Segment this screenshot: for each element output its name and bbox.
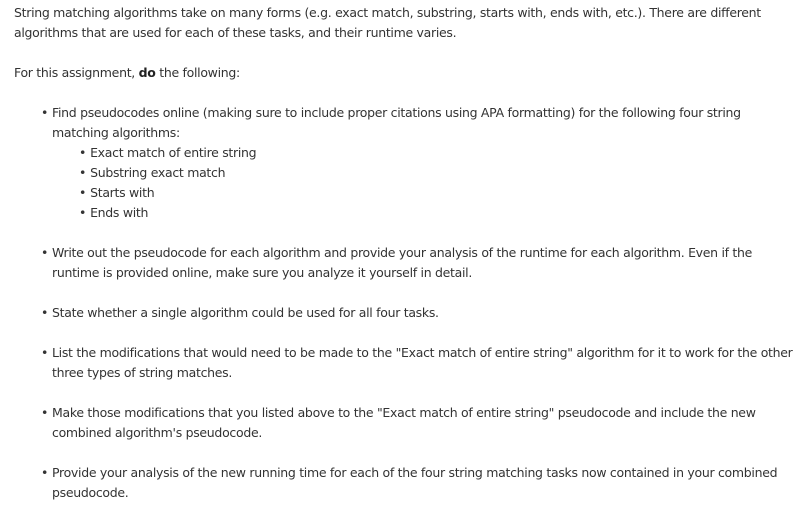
- task-text: Write out the pseudocode for each algorithm and provide your analysis of the runtime for each algorithm. Even if the runtime is provided online, make sure you analyze it yourself in detail.: [52, 245, 753, 280]
- task-list-item: [41, 403, 799, 443]
- algorithm-list-item: [79, 203, 148, 223]
- task-list-item: [41, 243, 799, 283]
- algorithm-list-item: [79, 183, 154, 203]
- bullet-icon: •: [41, 465, 49, 480]
- algorithm-list-item: [79, 163, 225, 183]
- bullet-icon: •: [79, 185, 87, 200]
- intro-line-2: algorithms that are used for each of these tasks, and their runtime varies.: [14, 25, 457, 40]
- bullet-icon: •: [79, 145, 87, 160]
- task-text: Provide your analysis of the new running time for each of the four string matching tasks now contained in your combined pseudocode.: [52, 465, 778, 500]
- bullet-icon: •: [79, 165, 87, 180]
- task-list-item: [41, 343, 799, 383]
- intro-line-1: String matching algorithms take on many forms (e.g. exact match, substring, starts with, ends with, etc.). There are different: [14, 5, 761, 20]
- instruction-prefix: For this assignment,: [14, 65, 139, 80]
- bullet-icon: •: [41, 245, 49, 260]
- task-list-item: [41, 303, 799, 323]
- task-list-item: [41, 103, 799, 143]
- bullet-icon: •: [79, 205, 87, 220]
- algorithm-label: Ends with: [90, 205, 149, 220]
- task-list-item: [41, 463, 799, 503]
- task-text: Find pseudocodes online (making sure to include proper citations using APA formatting) for the following four string matching algorithms:: [52, 105, 741, 140]
- instruction-emphasis: do: [138, 65, 156, 80]
- task-text: State whether a single algorithm could be used for all four tasks.: [52, 305, 439, 320]
- algorithm-list-item: [79, 143, 256, 163]
- task-text: Make those modifications that you listed above to the "Exact match of entire string" pseudocode and include the new combined algorithm's pseudocode.: [52, 405, 756, 440]
- task-text: List the modifications that would need to be made to the "Exact match of entire string" algorithm for it to work for the other three types of string matches.: [52, 345, 793, 380]
- instruction-line: [14, 63, 240, 83]
- algorithm-label: Exact match of entire string: [90, 145, 257, 160]
- bullet-icon: •: [41, 345, 49, 360]
- bullet-icon: •: [41, 405, 49, 420]
- instruction-suffix: the following:: [155, 65, 240, 80]
- bullet-icon: •: [41, 105, 49, 120]
- algorithm-label: Substring exact match: [90, 165, 226, 180]
- algorithm-label: Starts with: [90, 185, 155, 200]
- bullet-icon: •: [41, 305, 49, 320]
